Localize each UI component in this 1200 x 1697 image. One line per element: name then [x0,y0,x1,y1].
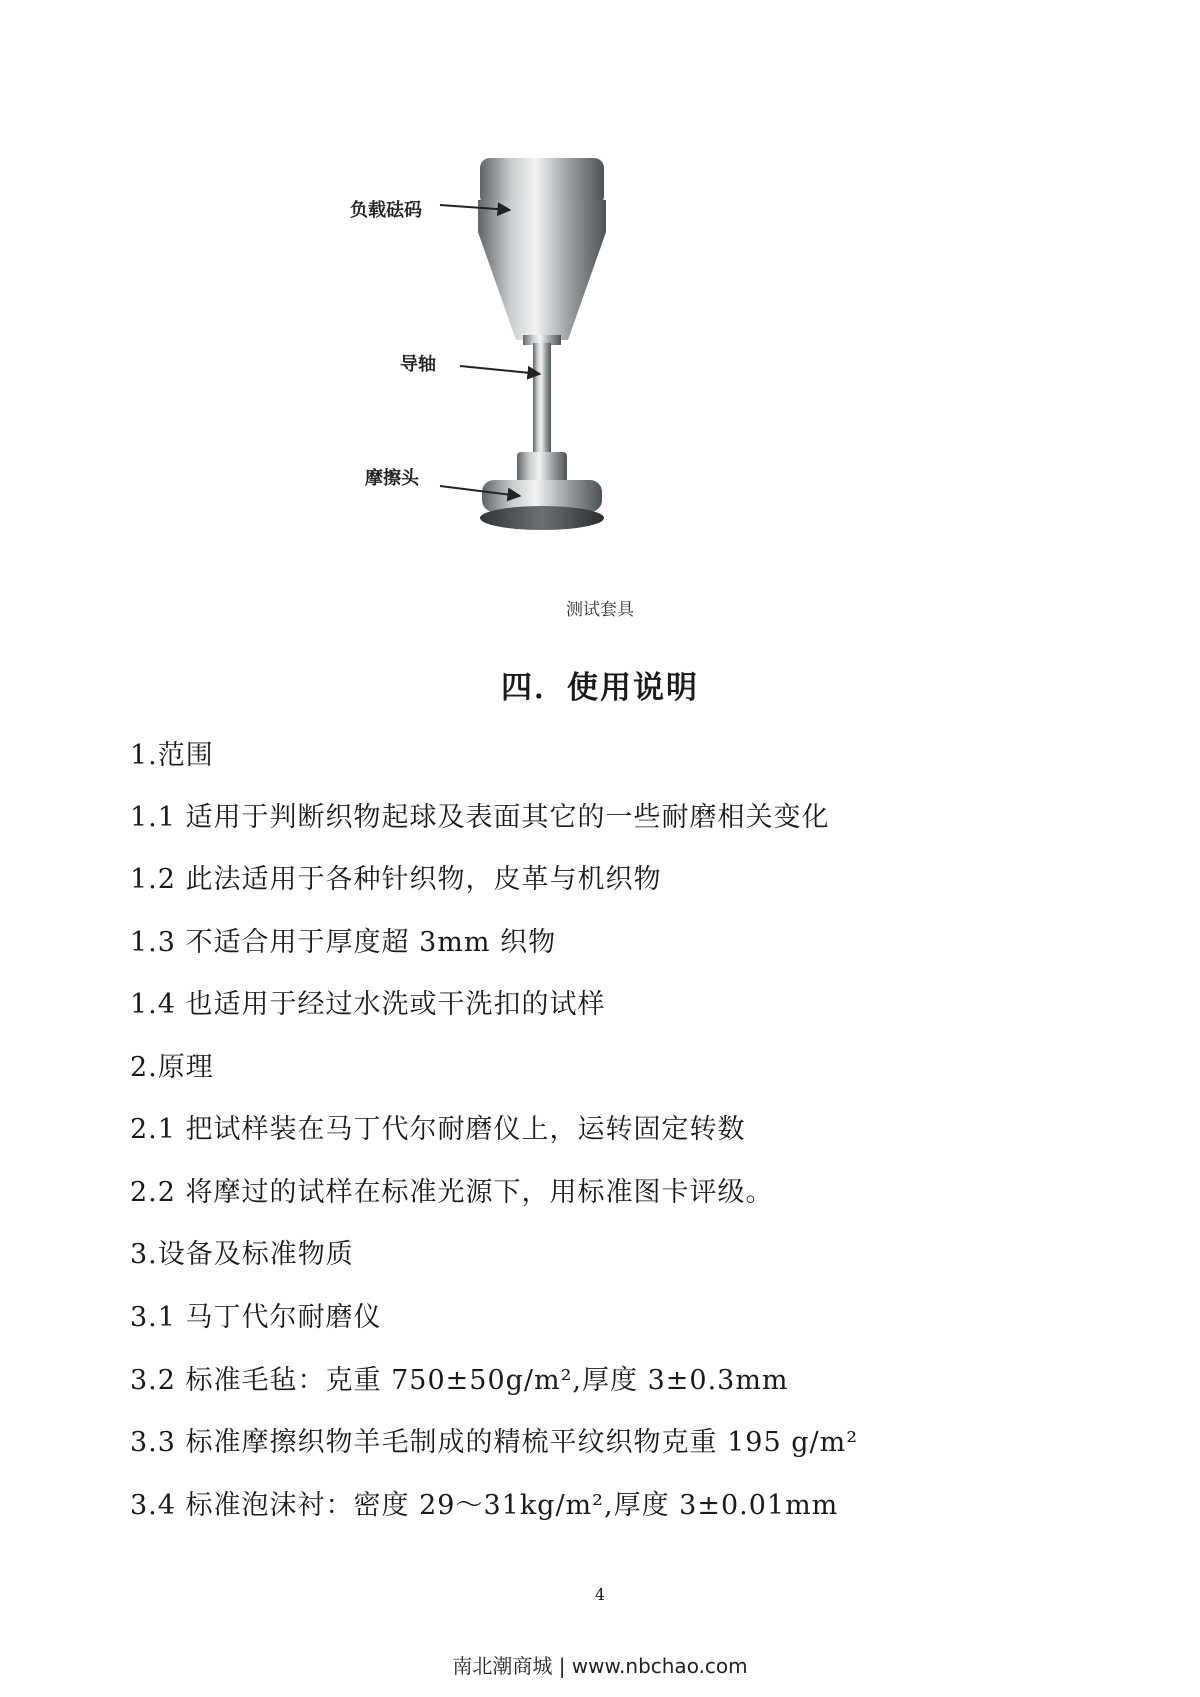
figure-caption: 测试套具 [566,600,634,620]
body-line: 1.4 也适用于经过水洗或干洗扣的试样 [130,989,606,1020]
body-line: 3.4 标准泡沫衬：密度 29～31kg/m²,厚度 3±0.01mm [130,1490,839,1521]
body-line: 1.范围 [130,740,214,771]
label-load-weight: 负载砝码 [350,200,422,221]
test-fixture-illustration [350,150,770,620]
site-footer: 南北潮商城 | www.nbchao.com [452,1654,748,1678]
body-line: 2.2 将摩过的试样在标准光源下，用标准图卡评级。 [130,1177,774,1208]
test-fixture-figure [350,150,770,620]
body-line: 1.3 不适合用于厚度超 3mm 织物 [130,927,557,958]
page-number: 4 [594,1585,606,1604]
body-line: 1.1 适用于判断织物起球及表面其它的一些耐磨相关变化 [130,802,830,833]
body-line: 3.2 标准毛毡：克重 750±50g/m²,厚度 3±0.3mm [130,1365,789,1396]
body-line: 3.设备及标准物质 [130,1239,354,1270]
label-friction-head: 摩擦头 [365,468,419,489]
body-line: 2.原理 [130,1052,214,1083]
body-line: 1.2 此法适用于各种针织物，皮革与机织物 [130,864,662,895]
body-line: 3.3 标准摩擦织物羊毛制成的精梳平纹织物克重 195 g/m² [130,1427,859,1458]
section-heading: 四．使用说明 [501,670,699,706]
body-line: 3.1 马丁代尔耐磨仪 [130,1302,382,1333]
body-line: 2.1 把试样装在马丁代尔耐磨仪上，运转固定转数 [130,1114,746,1145]
label-guide-shaft: 导轴 [400,354,436,375]
